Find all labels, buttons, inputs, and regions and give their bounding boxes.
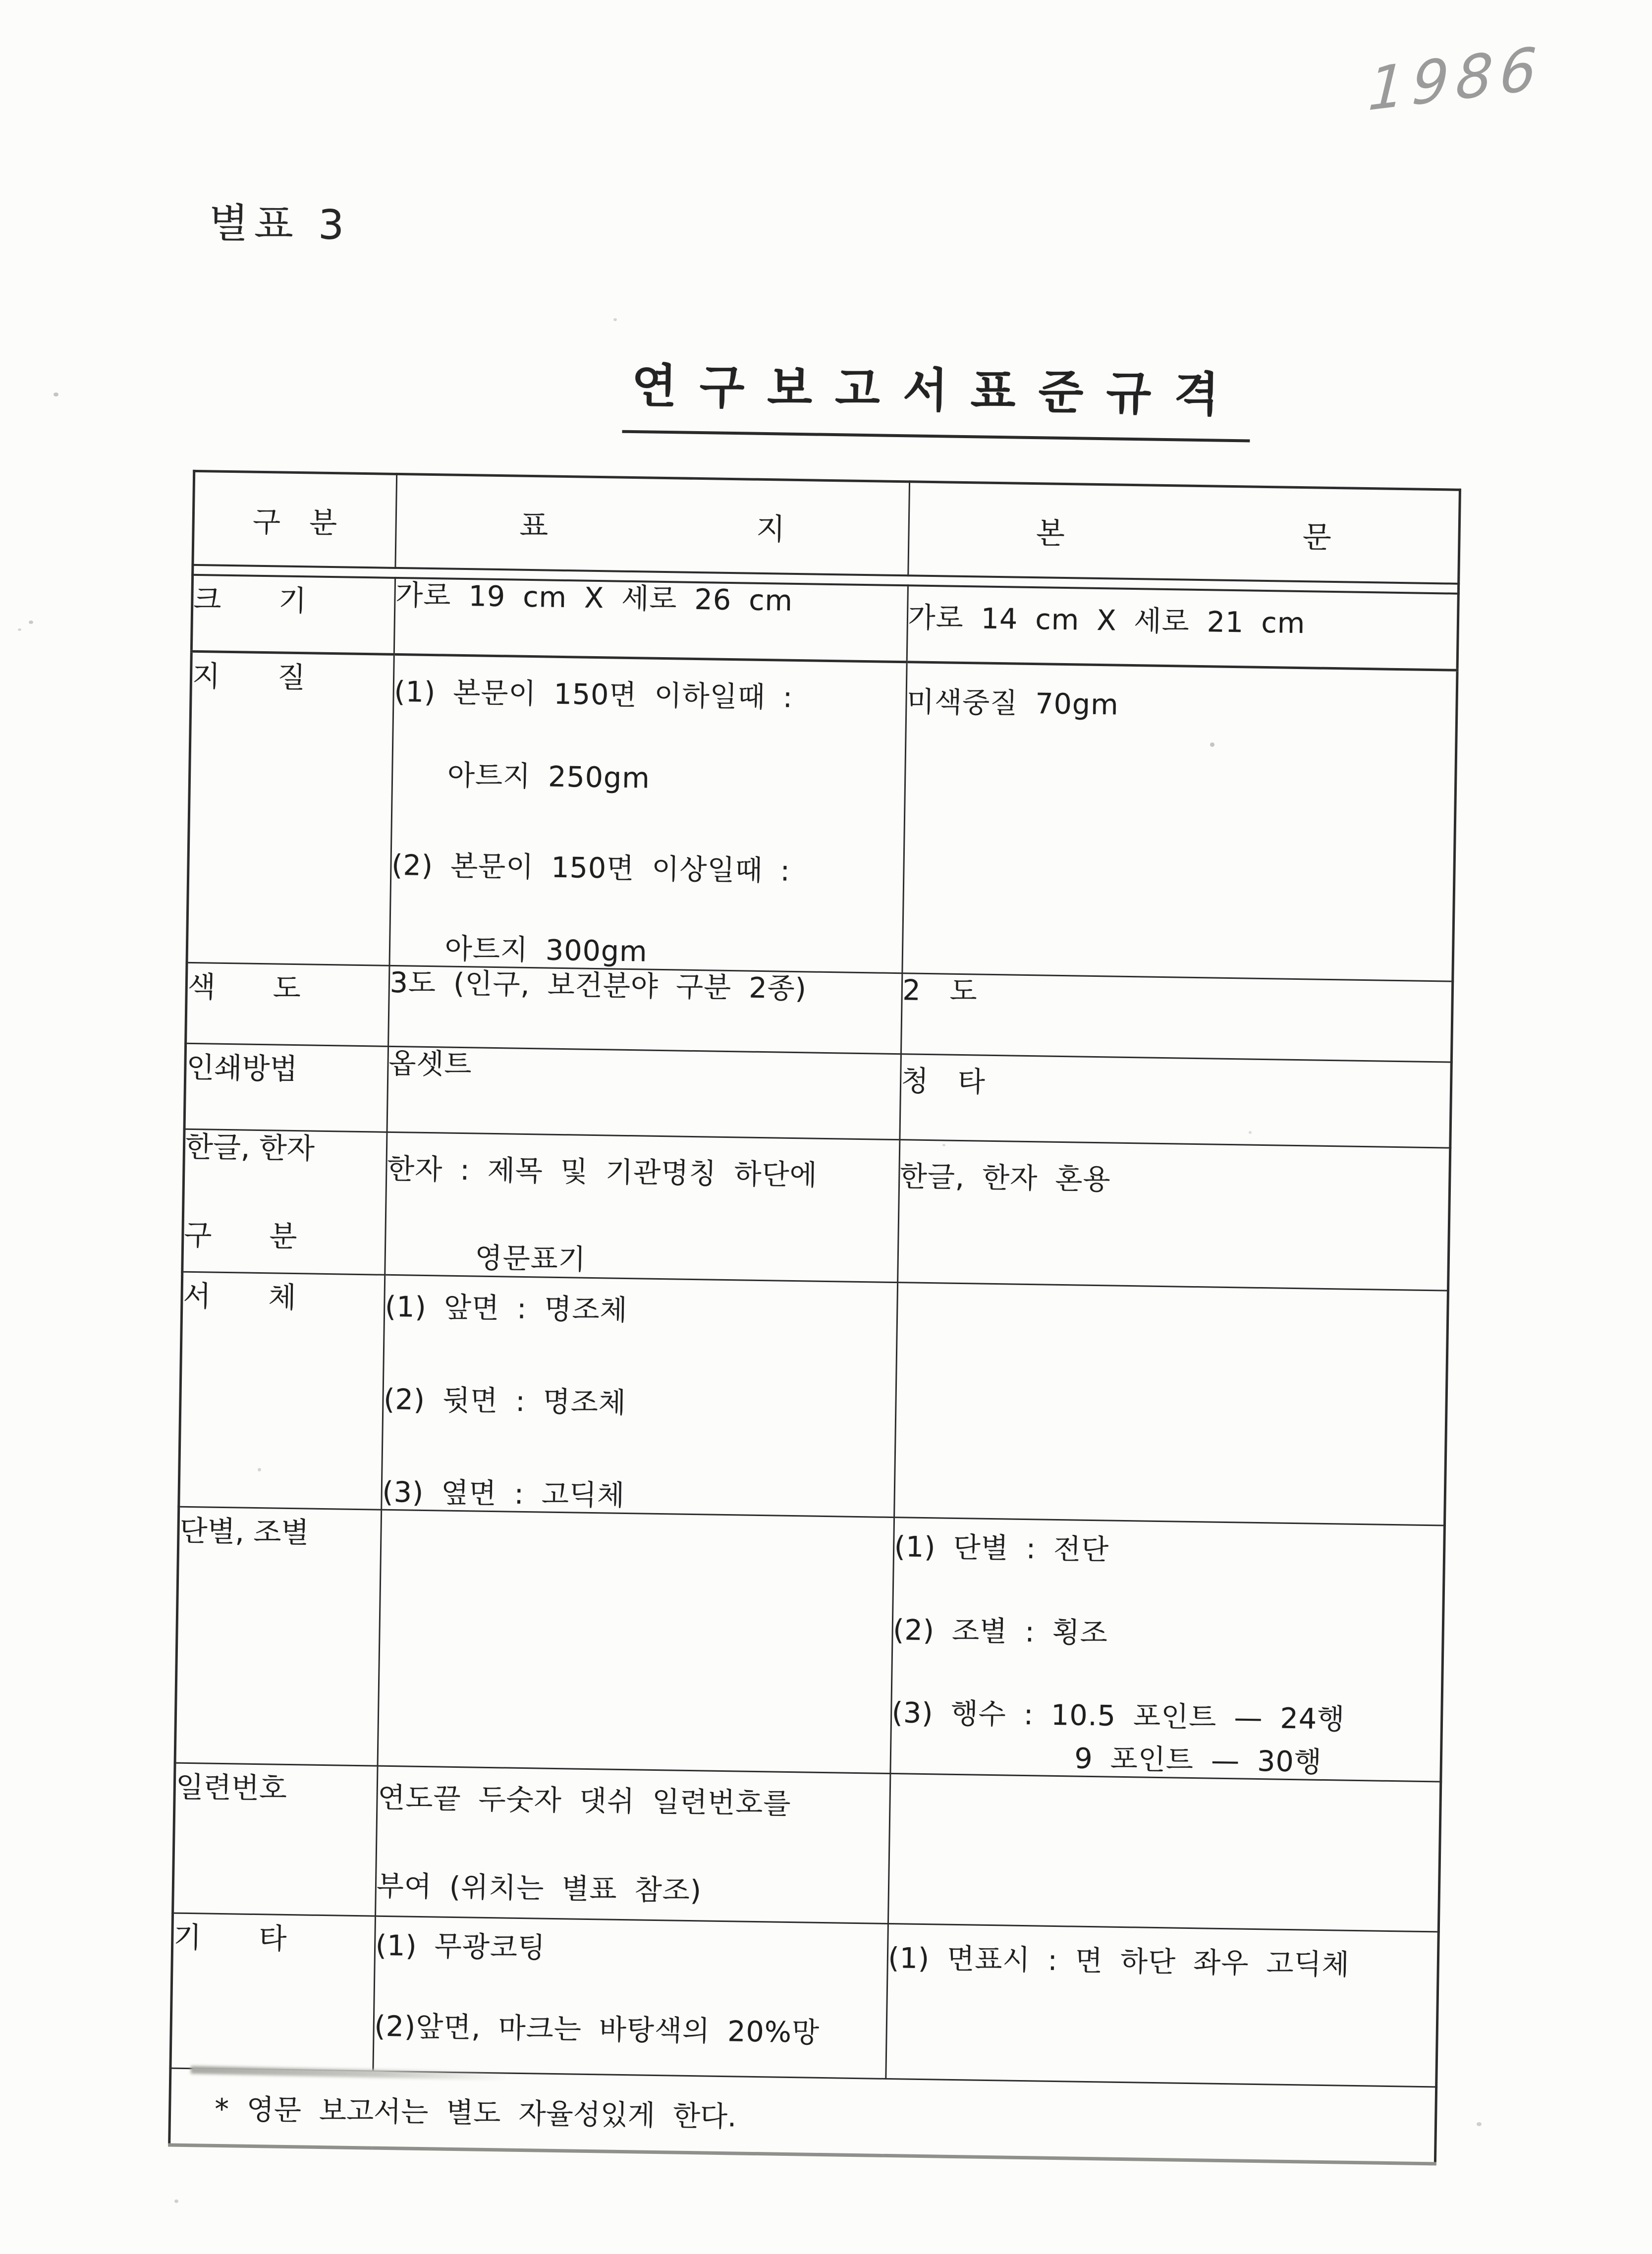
cell-line: (2)앞면, 마크는 바탕색의 20%망 (374, 2010, 820, 2049)
hanja-body-cell (897, 1140, 1450, 1291)
print-cover-cell (387, 1046, 901, 1139)
scan-speck (54, 393, 58, 396)
row-label-paper: 지 질 (187, 651, 394, 965)
footnote: * 영문 보고서는 별도 자율성있게 한다. (169, 2068, 1436, 2164)
paper-body-cell (902, 662, 1457, 981)
header-body: 본 문 (908, 482, 1460, 584)
hanja-cover-cell (385, 1132, 900, 1282)
row-label-size: 크 기 (191, 575, 395, 655)
cell-line: 부여 (위치는 별표 참조) (376, 1869, 702, 1907)
scan-speck (1249, 1131, 1252, 1134)
layout-cover-cell (378, 1510, 894, 1773)
serial-body-cell (888, 1774, 1441, 1932)
cell-line: (1) 앞면 : 명조체 (385, 1290, 628, 1327)
row-label-etc: 기 타 (170, 1913, 375, 2071)
scan-speck (18, 628, 21, 631)
color-body-cell (901, 973, 1453, 1062)
header-category: 구 분 (193, 471, 397, 568)
paper-cover-cell (389, 654, 907, 973)
cell-line: (1) 무광코팅 (375, 1929, 546, 1965)
row-label-column-layout: 단별, 조별 (175, 1507, 381, 1766)
spec-table (168, 470, 1461, 2166)
document-title: 연구보고서표준규격 (622, 348, 1251, 443)
cell-line: (1) 단별 : 전단 (894, 1530, 1109, 1567)
table-row-typeface (179, 1272, 1448, 1526)
scan-speck (1210, 742, 1214, 747)
print-body-cell (899, 1054, 1451, 1148)
cell-line: 옵셋트 (388, 1047, 473, 1081)
row-label-color: 색 도 (186, 962, 389, 1046)
cell-line: 아트지 300gm (444, 932, 648, 968)
color-cover-cell (388, 965, 902, 1054)
table-row-serial-number (173, 1763, 1441, 1932)
row-label-hangul-hanja (182, 1129, 387, 1275)
label-line: 한글, 한자 (185, 1129, 315, 1166)
table-row-column-layout (175, 1507, 1444, 1782)
cell-line: 영문표기 (475, 1241, 587, 1277)
cell-line: (3) 옆면 : 고딕체 (382, 1475, 625, 1513)
row-label-print-method: 인쇄방법 (184, 1043, 388, 1132)
header-cover: 표 지 (395, 474, 909, 575)
layout-body-cell (890, 1518, 1444, 1782)
cell-line: (2) 본문이 150면 이상일때 : (391, 848, 791, 888)
cell-line: (3) 행수 : 10.5 포인트 — 24행 (891, 1696, 1345, 1736)
scan-speck (613, 318, 617, 321)
table-row-hangul-hanja (182, 1129, 1450, 1290)
table-row-paper (187, 651, 1457, 981)
cell-line: 9 포인트 — 30행 (1074, 1742, 1322, 1779)
scan-speck (1477, 2122, 1482, 2126)
cell-line: 가로 19 cm X 세로 26 cm (395, 578, 793, 618)
label-line: 구 분 (183, 1218, 297, 1254)
cell-line: (1) 면표시 : 면 하단 좌우 고딕체 (887, 1942, 1350, 1982)
handwritten-year-note: 1986 (1366, 33, 1545, 124)
cell-line: (2) 뒷면 : 명조체 (383, 1383, 627, 1419)
etc-cover-cell (373, 1916, 888, 2079)
cell-line: 가로 14 cm X 세로 21 cm (908, 601, 1306, 640)
row-label-serial-number: 일련번호 (173, 1763, 378, 1916)
size-body-cell (907, 585, 1459, 670)
cell-line: 한자 : 제목 및 기관명칭 하단에 (386, 1152, 818, 1192)
cell-line: 아트지 250gm (447, 759, 651, 795)
table-header-row (193, 471, 1460, 583)
size-cover-cell (394, 578, 908, 662)
cell-line: 한글, 한자 혼용 (899, 1160, 1111, 1196)
serial-cover-cell (375, 1766, 890, 1923)
typeface-cover-cell (381, 1275, 897, 1518)
cell-line: 3도 (인구, 보건분야 구분 2종) (389, 966, 807, 1006)
cell-line: 청 타 (901, 1065, 986, 1099)
cell-line: 2 도 (902, 974, 978, 1008)
cell-line: 연도끝 두숫자 댓쉬 일련번호를 (377, 1781, 791, 1821)
table-row-etc (170, 1913, 1438, 2087)
row-label-typeface: 서 체 (179, 1272, 385, 1510)
scan-speck (258, 1468, 261, 1471)
scan-speck (942, 1144, 945, 1146)
scan-speck (29, 620, 33, 624)
cell-line: 미색중질 70gm (906, 685, 1119, 722)
appendix-label: 별표 3 (208, 200, 351, 249)
etc-body-cell (885, 1924, 1438, 2087)
typeface-body-cell (894, 1282, 1448, 1525)
cell-line: (1) 본문이 150면 이하일때 : (393, 675, 793, 714)
scan-speck (174, 2199, 178, 2203)
cell-line: (2) 조별 : 횡조 (892, 1613, 1108, 1649)
